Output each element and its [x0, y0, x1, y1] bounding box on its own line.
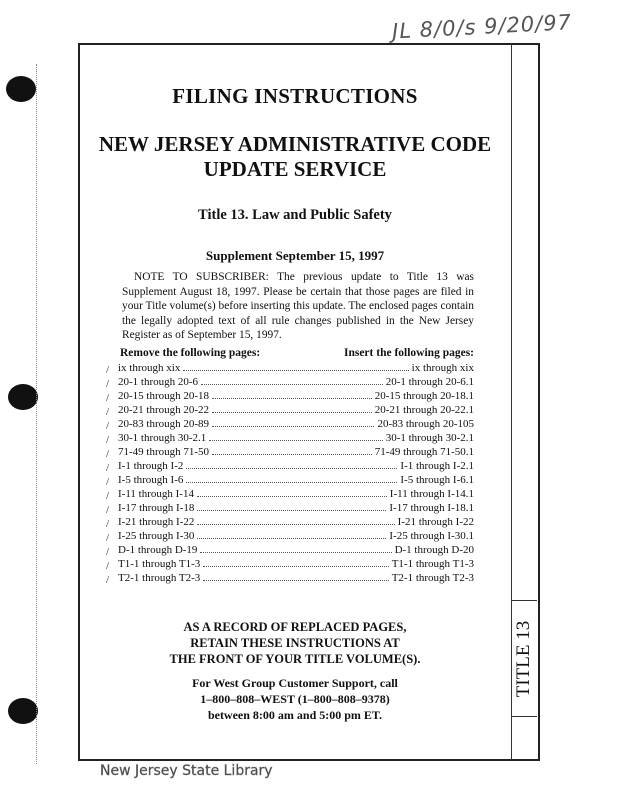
checkmark-column: [106, 363, 109, 587]
list-item: [118, 361, 474, 375]
insert-range: I-11 through I-14.1: [389, 488, 474, 500]
remove-range: I-11 through I-14: [118, 488, 194, 500]
remove-range: I-25 through I-30: [118, 530, 195, 542]
list-item: [118, 389, 474, 403]
insert-range: 20-1 through 20-6.1: [385, 376, 474, 388]
remove-range: 30-1 through 30-2.1: [118, 432, 207, 444]
check-mark: /: [106, 560, 110, 572]
insert-range: 20-21 through 20-22.1: [374, 404, 474, 416]
record-notice: [80, 619, 510, 667]
insert-range: T2-1 through T2-3: [391, 572, 474, 584]
list-header: [120, 347, 474, 359]
leader-dots: [201, 384, 383, 385]
title-tab: [511, 600, 537, 717]
check-mark: /: [106, 518, 110, 530]
list-item: [118, 571, 474, 585]
check-mark: /: [106, 504, 110, 516]
list-item: [118, 487, 474, 501]
leader-dots: [212, 398, 372, 399]
support-hours: between 8:00 am and 5:00 pm ET.: [207, 708, 383, 722]
list-item: [118, 445, 474, 459]
remove-range: I-21 through I-22: [118, 516, 195, 528]
title-heading: Title 13. Law and Public Safety: [198, 207, 392, 223]
handwritten-annotation: JL 8/0/s 9/20/97: [391, 10, 573, 44]
leader-dots: [209, 440, 382, 441]
insert-range: 20-15 through 20-18.1: [374, 390, 474, 402]
list-item: [118, 473, 474, 487]
remove-range: ix through xix: [118, 362, 181, 374]
check-mark: /: [106, 378, 110, 390]
insert-range: I-1 through I-2.1: [400, 460, 474, 472]
library-stamp: New Jersey State Library: [100, 763, 273, 779]
check-mark: /: [106, 462, 110, 474]
remove-range: 20-21 through 20-22: [118, 404, 210, 416]
insert-range: I-25 through I-30.1: [389, 530, 474, 542]
title-tab-label: TITLE 13: [513, 620, 534, 697]
record-line3: THE FRONT OF YOUR TITLE VOLUME(S).: [169, 652, 421, 666]
margin-rule: [36, 64, 37, 764]
leader-dots: [203, 566, 388, 567]
check-mark: /: [106, 364, 110, 376]
insert-range: D-1 through D-20: [394, 544, 474, 556]
check-mark: /: [106, 574, 110, 586]
insert-range: 30-1 through 30-2.1: [385, 432, 474, 444]
list-item: [118, 515, 474, 529]
check-mark: /: [106, 420, 110, 432]
leader-dots: [197, 538, 386, 539]
page-list: [118, 361, 474, 585]
leader-dots: [186, 468, 397, 469]
list-item: [118, 543, 474, 557]
insert-range: 71-49 through 71-50.1: [374, 446, 474, 458]
code-heading-line1: NEW JERSEY ADMINISTRATIVE CODE: [98, 132, 492, 156]
insert-heading: Insert the following pages:: [343, 347, 474, 359]
remove-range: I-17 through I-18: [118, 502, 195, 514]
check-mark: /: [106, 490, 110, 502]
leader-dots: [212, 426, 374, 427]
leader-dots: [186, 482, 397, 483]
leader-dots: [197, 510, 386, 511]
list-item: [118, 431, 474, 445]
list-item: [118, 557, 474, 571]
leader-dots: [212, 454, 372, 455]
list-item: [118, 529, 474, 543]
leader-dots: [212, 412, 372, 413]
remove-range: 20-83 through 20-89: [118, 418, 210, 430]
list-item: [118, 459, 474, 473]
list-item: [118, 403, 474, 417]
remove-range: D-1 through D-19: [118, 544, 198, 556]
insert-range: I-17 through I-18.1: [389, 502, 474, 514]
list-item: [118, 375, 474, 389]
leader-dots: [183, 370, 408, 371]
insert-range: I-21 through I-22: [397, 516, 474, 528]
support-phone: 1–800–808–WEST (1–800–808–9378): [200, 692, 390, 706]
code-heading: [80, 132, 510, 182]
binder-hole: [6, 76, 36, 102]
support-info: [80, 675, 510, 723]
check-mark: /: [106, 392, 110, 404]
check-mark: /: [106, 476, 110, 488]
record-line1: AS A RECORD OF REPLACED PAGES,: [183, 620, 407, 634]
check-mark: /: [106, 448, 110, 460]
remove-heading: Remove the following pages:: [120, 347, 261, 359]
remove-range: I-1 through I-2: [118, 460, 184, 472]
remove-range: 20-1 through 20-6: [118, 376, 199, 388]
remove-range: 71-49 through 71-50: [118, 446, 210, 458]
record-line2: RETAIN THESE INSTRUCTIONS AT: [190, 636, 400, 650]
remove-range: 20-15 through 20-18: [118, 390, 210, 402]
page-title: FILING INSTRUCTIONS: [172, 84, 418, 108]
leader-dots: [203, 580, 388, 581]
supplement-heading: Supplement September 15, 1997: [205, 248, 385, 263]
leader-dots: [197, 524, 394, 525]
remove-range: T2-1 through T2-3: [118, 572, 201, 584]
binder-hole: [8, 698, 38, 724]
insert-range: T1-1 through T1-3: [391, 558, 474, 570]
leader-dots: [197, 496, 387, 497]
leader-dots: [200, 552, 391, 553]
check-mark: /: [106, 546, 110, 558]
insert-range: 20-83 through 20-105: [377, 418, 474, 430]
remove-range: I-5 through I-6: [118, 474, 184, 486]
remove-range: T1-1 through T1-3: [118, 558, 201, 570]
subscriber-note: NOTE TO SUBSCRIBER: The previous update to Title 13 was Supplement August 18, 1997. Please be certain that those pages are filed in your Title volume(s) before inserting this update. The enclosed pages contain the legally adopted text of all rule changes published in the New Jersey Register as of September 15, 1997.: [122, 271, 474, 341]
check-mark: /: [106, 406, 110, 418]
binder-hole: [8, 384, 38, 410]
list-item: [118, 417, 474, 431]
insert-range: I-5 through I-6.1: [400, 474, 474, 486]
code-heading-line2: UPDATE SERVICE: [203, 157, 387, 181]
insert-range: ix through xix: [411, 362, 474, 374]
check-mark: /: [106, 434, 110, 446]
list-item: [118, 501, 474, 515]
check-mark: /: [106, 532, 110, 544]
support-line1: For West Group Customer Support, call: [192, 676, 398, 690]
